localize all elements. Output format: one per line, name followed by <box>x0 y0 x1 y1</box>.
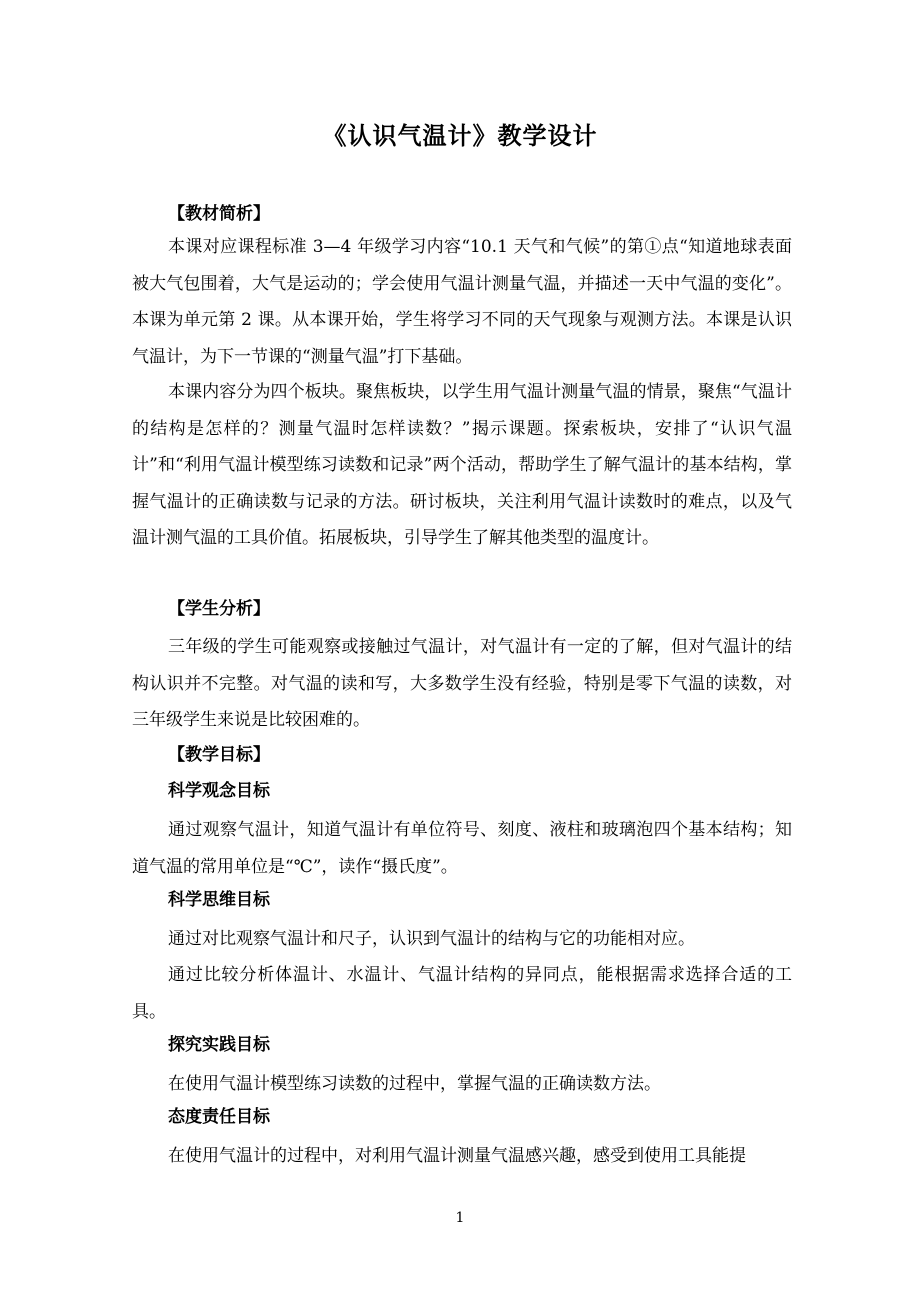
student-paragraph: 三年级的学生可能观察或接触过气温计，对气温计有一定的了解，但对气温计的结构认识并不完整。对气温的读和写，大多数学生没有经验，特别是零下气温的读数，对三年级学生来说是比较困难的。 <box>132 637 792 730</box>
textbook-paragraph-1: 本课对应课程标准 3—4 年级学习内容“10.1 天气和气候”的第①点“知道地球表面被大气包围着，大气是运动的；学会使用气温计测量气温，并描述一天中气温的变化”。本课为单元第 2 课。从本课开始，学生将学习不同的天气现象与观测方法。本课是认识气温计，为下一节课的“测量气温”打下基础。 <box>132 237 792 367</box>
thinking-goal-paragraph-1: 通过对比观察气温计和尺子，认识到气温计的结构与它的功能相对应。 <box>168 929 695 949</box>
practice-goal-paragraph: 在使用气温计模型练习读数的过程中，掌握气温的正确读数方法。 <box>168 1074 661 1094</box>
heading-teaching-goals: 【教学目标】 <box>168 745 270 765</box>
heading-textbook-analysis: 【教材简析】 <box>168 204 270 224</box>
heading-student-analysis: 【学生分析】 <box>168 599 270 619</box>
subheading-practice-goal: 探究实践目标 <box>168 1035 270 1055</box>
textbook-paragraph-2: 本课内容分为四个板块。聚焦板块，以学生用气温计测量气温的情景，聚焦“气温计的结构是怎样的？测量气温时怎样读数？”揭示课题。探索板块，安排了“认识气温计”和“利用气温计模型练习读数和记录”两个活动，帮助学生了解气温计的基本结构，掌握气温计的正确读数与记录的方法。研讨板块，关注利用气温计读数时的难点，以及气温计测气温的工具价值。拓展板块，引导学生了解其他类型的温度计。 <box>132 382 792 548</box>
subheading-thinking-goal: 科学思维目标 <box>168 890 270 910</box>
page-number: 1 <box>455 1210 465 1226</box>
concept-goal-paragraph: 通过观察气温计，知道气温计有单位符号、刻度、液柱和玻璃泡四个基本结构；知道气温的常用单位是“℃”，读作“摄氏度”。 <box>132 820 792 877</box>
subheading-attitude-goal: 态度责任目标 <box>168 1107 270 1127</box>
thinking-goal-paragraph-2: 通过比较分析体温计、水温计、气温计结构的异同点，能根据需求选择合适的工具。 <box>132 965 792 1022</box>
page-title: 《认识气温计》教学设计 <box>322 122 598 150</box>
attitude-goal-paragraph: 在使用气温计的过程中，对利用气温计测量气温感兴趣，感受到使用工具能提 <box>168 1146 746 1166</box>
subheading-concept-goal: 科学观念目标 <box>168 781 270 801</box>
